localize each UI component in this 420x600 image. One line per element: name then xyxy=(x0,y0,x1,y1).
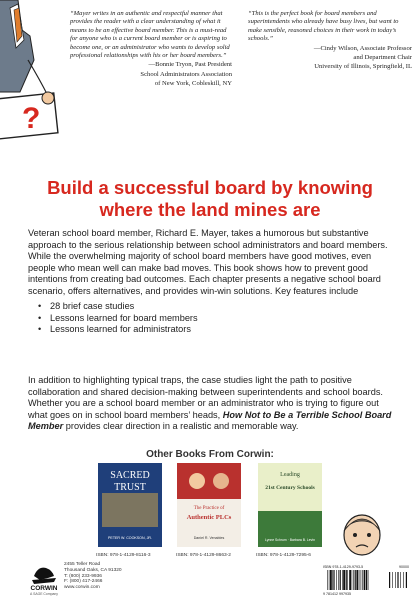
barcode-bar xyxy=(327,570,328,590)
book-isbn: ISBN: 978-1-4129-7295-6 xyxy=(256,553,311,558)
book-cover-leading-21st-century-schools xyxy=(258,463,322,547)
publisher-tagline: A SAGE Company xyxy=(30,592,58,596)
book-title-line-2: TRUST xyxy=(114,482,146,493)
headline-line-2: where the land mines are xyxy=(99,199,321,220)
barcode-price-code: 90000 xyxy=(399,565,409,569)
barcode-isbn-text: ISBN 978-1-4129-9793-5 xyxy=(323,565,364,569)
quote-text: “This is the perfect book for board members and superintendents who already have busy lives, but want to make sensible, reasoned choices in their work in today’s schools.” xyxy=(248,10,399,43)
barcode-bar xyxy=(366,570,367,590)
barcode-bar xyxy=(362,570,363,590)
paragraph-text: provides clear direction in a realistic and memorable way. xyxy=(63,421,299,432)
barcode-digits: 9 781412 997935 xyxy=(323,592,351,596)
barcode-bar xyxy=(346,570,347,590)
book-title-line-2: Authentic PLCs xyxy=(186,514,232,521)
feature-item: • Lessons learned for administrators xyxy=(38,324,198,336)
quote-attribution-name: —Cindy Wilson, Associate Professor xyxy=(313,44,412,52)
barcode-bar xyxy=(332,570,333,590)
quote-attribution-role: School Administrators Association xyxy=(140,70,232,78)
book-isbn: ISBN: 978-1-4129-8663-2 xyxy=(176,553,231,558)
book-author: PETER W. COOKSON, JR. xyxy=(108,536,152,540)
barcode-bar xyxy=(336,570,337,590)
barcode-bar xyxy=(330,570,332,590)
quote-attribution-place: University of Illinois, Springfield, IL xyxy=(314,63,412,71)
cartoon-man-with-question-sign-illustration xyxy=(0,0,78,150)
barcode-bar xyxy=(400,572,401,588)
book-title-line-2: 21st Century Schools xyxy=(265,485,315,491)
barcode-bar xyxy=(338,570,339,590)
address-line: www.corwin.com xyxy=(64,585,100,591)
barcode-bar xyxy=(356,570,358,590)
address-line: Thousand Oaks, CA 91320 xyxy=(64,567,122,573)
publisher-address xyxy=(64,562,122,591)
barcode-bar xyxy=(397,572,398,588)
barcode-bar xyxy=(334,570,335,590)
barcode-bar xyxy=(361,570,362,590)
book-author: Daniel R. Venables xyxy=(193,536,225,540)
address-line: F: (800) 417-2466 xyxy=(64,579,103,585)
quote-attribution-name: —Bonnie Tryon, Past President xyxy=(148,61,232,69)
book-cover-authentic-plcs xyxy=(177,463,241,547)
barcode-bar xyxy=(355,570,356,590)
description-paragraph-2 xyxy=(28,375,396,433)
book-author: Lynne Schrum · Barbara B. Levin xyxy=(264,538,316,542)
endorsement-quote-1 xyxy=(70,10,232,89)
barcode-bar xyxy=(364,570,366,590)
quote-text: “Mayer writes in an authentic and respectful manner that provides the reader with a clear understanding of what it means to be an effective board member. This is a must-read for anyone who is a current board member or is aspiring to become one, or an administrator who wants to develop solid professional relationships with his or her board members.” xyxy=(70,10,230,60)
book-isbn: ISBN: 978-1-4129-8116-3 xyxy=(96,553,151,558)
cartoon-person-illustration xyxy=(334,509,390,569)
feature-item: • Lessons learned for board members xyxy=(38,313,198,325)
svg-text:?: ? xyxy=(22,102,41,135)
address-line: T: (800) 233-9936 xyxy=(64,573,102,579)
quote-attribution-role: and Department Chair xyxy=(353,54,412,62)
book-title-line-1: Leading xyxy=(280,472,300,478)
other-books-heading: Other Books From Corwin: xyxy=(146,449,274,460)
barcode-bar xyxy=(343,570,345,590)
barcode-bar xyxy=(347,570,348,590)
headline-line-1: Build a successful board by knowing xyxy=(47,177,373,198)
barcode-bars xyxy=(327,570,407,590)
headline xyxy=(0,177,420,221)
corwin-logo xyxy=(26,560,62,596)
barcode-bar xyxy=(395,572,396,588)
key-features-list xyxy=(38,301,198,336)
barcode-bar xyxy=(403,572,404,588)
barcode-bar xyxy=(349,570,351,590)
endorsement-quote-2 xyxy=(248,10,412,72)
address-line: 2455 Teller Road xyxy=(64,562,101,567)
barcode-bar xyxy=(406,572,407,588)
barcode-bar xyxy=(342,570,343,590)
paragraph-text: In addition to highlighting typical traps, the case studies light the path to positive collaboration and shared decision-making between superintendents and school boards. Whether you are a school board member or an administrator who is trying to figure out what goes on in school board members’ heads, xyxy=(28,375,383,420)
isbn-barcode xyxy=(321,563,411,596)
barcode-bar xyxy=(368,570,369,590)
barcode-bar xyxy=(352,570,353,590)
feature-item: • 28 brief case studies xyxy=(38,301,198,313)
publisher-name: CORWIN xyxy=(30,585,58,592)
book-title-inline: How Not to Be a Terrible School Board Member xyxy=(28,409,392,432)
barcode-bar xyxy=(340,570,341,590)
barcode-bar xyxy=(329,570,330,590)
barcode-bar xyxy=(359,570,360,590)
book-cover-sacred-trust xyxy=(98,463,162,547)
barcode-bar xyxy=(392,572,393,588)
barcode-bar xyxy=(389,572,390,588)
description-paragraph-1: Veteran school board member, Richard E. Mayer, takes a humorous but substantive approach to the serious relationship between school administrators and board members. While the overwhelming majority of school board members have good motives, even people who mean well can make bad moves. This book shows how to prevent good intentions from creating bad outcomes. Each chapter presents a negative school board scenario, offers alternatives, and provides win-win solutions. Key features include xyxy=(28,228,388,296)
book-title-line-1: The Practice of xyxy=(193,506,225,511)
barcode-bar xyxy=(353,570,354,590)
quote-attribution-place: of New York, Cobleskill, NY xyxy=(154,80,232,88)
book-title-line-1: SACRED xyxy=(110,470,150,481)
